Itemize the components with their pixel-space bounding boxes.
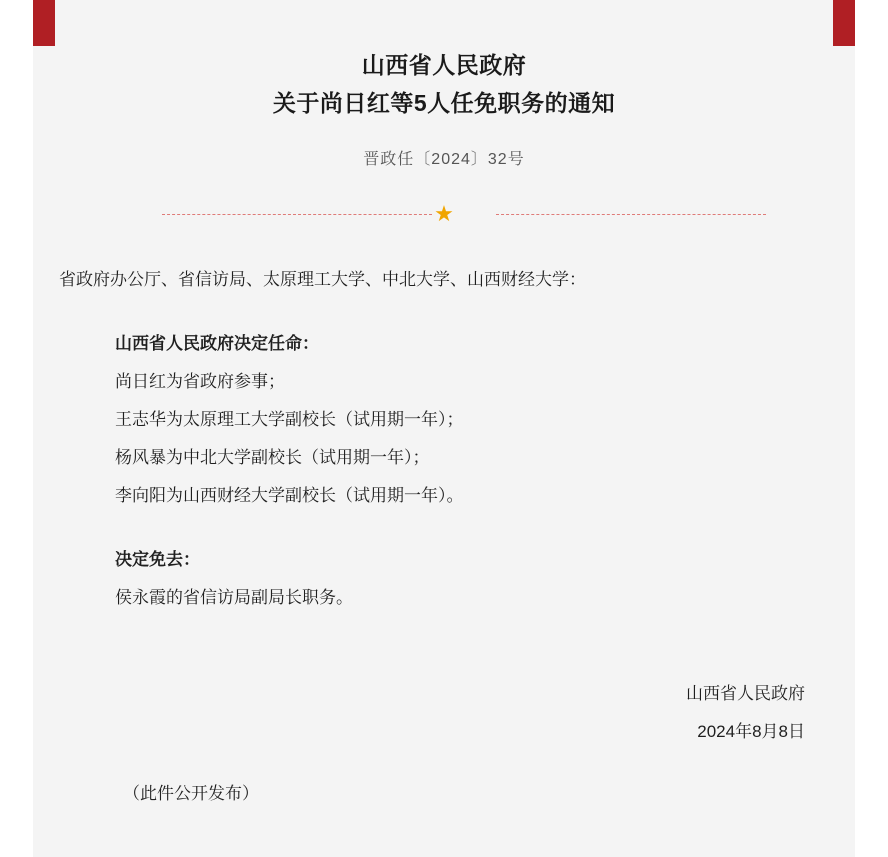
document-number: 晋政任〔2024〕32号 xyxy=(363,151,525,168)
star-icon: ★ xyxy=(434,201,454,226)
document-text xyxy=(59,261,829,809)
footnote: （此件公开发布） xyxy=(123,784,259,803)
title-line-1: 山西省人民政府 xyxy=(361,52,527,78)
appointment-item-4: 李向阳为山西财经大学副校长（试用期一年）。 xyxy=(115,486,464,505)
signature-block xyxy=(59,675,829,751)
appointment-item-3: 杨风暴为中北大学副校长（试用期一年）； xyxy=(115,448,430,467)
appointment-heading: 山西省人民政府决定任命： xyxy=(115,334,319,353)
appointment-item-2: 王志华为太原理工大学副校长（试用期一年）； xyxy=(115,410,464,429)
title-line-2: 关于尚日红等5人任免职务的通知 xyxy=(272,90,616,116)
dismissal-item-1: 侯永霞的省信访局副局长职务。 xyxy=(115,588,353,607)
signature-date: 2024年8月8日 xyxy=(697,722,805,741)
dismissal-heading: 决定免去： xyxy=(115,550,200,569)
document-title xyxy=(59,0,829,122)
divider xyxy=(59,203,829,225)
document-content xyxy=(33,0,855,857)
signature-issuer: 山西省人民政府 xyxy=(686,684,805,703)
appointment-item-1: 尚日红为省政府参事； xyxy=(115,372,285,391)
appointment-section xyxy=(59,325,829,515)
divider-dash-right xyxy=(496,214,766,215)
addressee-line: 省政府办公厅、省信访局、太原理工大学、中北大学、山西财经大学： xyxy=(59,270,586,289)
divider-dash-left xyxy=(162,214,432,215)
dismissal-section xyxy=(59,541,829,617)
